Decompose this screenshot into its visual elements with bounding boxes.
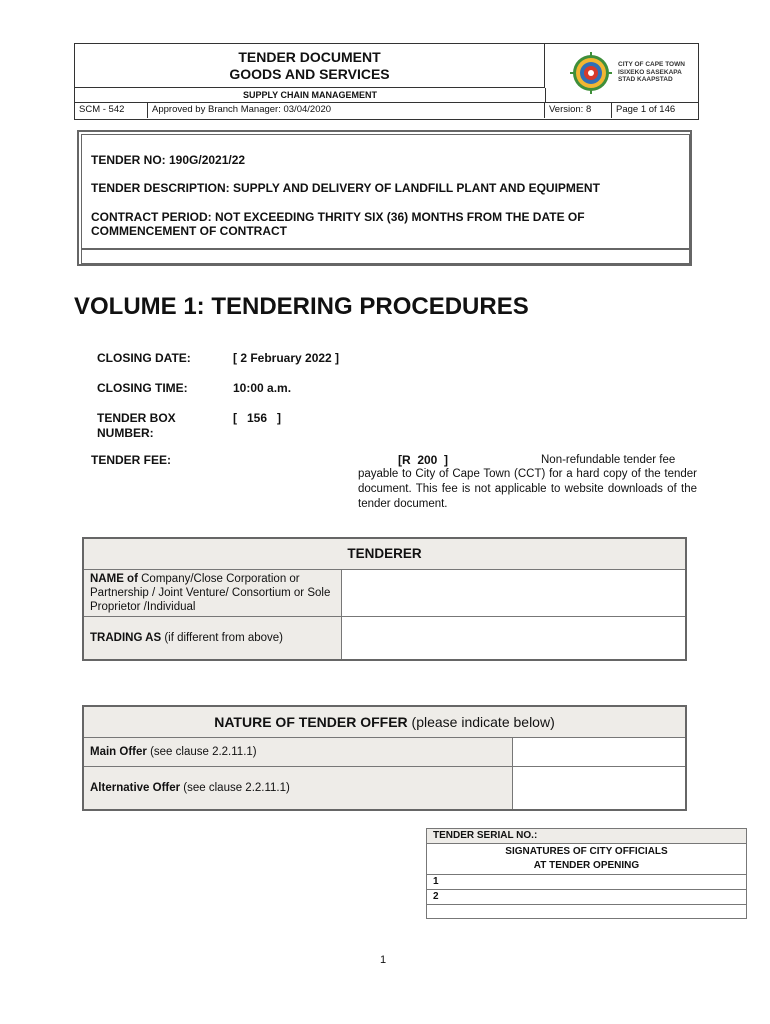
- document-header: [74, 43, 699, 120]
- city-logo: [545, 44, 698, 103]
- trading-as-label: TRADING AS (if different from above): [83, 617, 342, 661]
- closing-time-value: 10:00 a.m.: [233, 381, 292, 395]
- offer-table: [82, 705, 687, 811]
- header-subtitle: SUPPLY CHAIN MANAGEMENT: [75, 88, 546, 103]
- tender-number: TENDER NO: 190G/2021/22: [91, 153, 246, 167]
- closing-date-value: [ 2 February 2022 ]: [233, 351, 340, 365]
- tender-info-box: [77, 130, 692, 266]
- signature-row-blank: [427, 905, 747, 919]
- logo-text-2: ISIXEKO SASEKAPA: [618, 68, 682, 76]
- offer-heading: NATURE OF TENDER OFFER (please indicate below): [83, 706, 686, 738]
- contract-period-line-1: CONTRACT PERIOD: NOT EXCEEDING THRITY SIX (36) MONTHS FROM THE DATE OF: [91, 210, 585, 224]
- info-box-blank-row: [81, 249, 690, 264]
- tender-fee-value: [R 200 ]: [398, 453, 449, 467]
- doc-code: SCM - 542: [75, 102, 148, 118]
- company-name-label: NAME of Company/Close Corporation or Partnership / Joint Venture/ Consortium or Sole Proprietor /Individual: [83, 570, 342, 617]
- tender-serial-table: [426, 828, 747, 919]
- signature-row-1[interactable]: 1: [427, 875, 747, 890]
- closing-time-label: CLOSING TIME:: [97, 381, 188, 395]
- version: Version: 8: [545, 102, 612, 118]
- header-title: [75, 44, 545, 88]
- tenderer-heading: TENDERER: [83, 538, 686, 570]
- header-title-line-2: GOODS AND SERVICES: [229, 66, 390, 82]
- logo-text-3: STAD KAAPSTAD: [618, 76, 673, 83]
- main-offer-field[interactable]: [513, 738, 687, 767]
- main-offer-label: Main Offer (see clause 2.2.11.1): [83, 738, 513, 767]
- trading-as-field[interactable]: [342, 617, 687, 661]
- contract-period-line-2: COMMENCEMENT OF CONTRACT: [91, 224, 287, 238]
- tender-box-label: TENDER BOX NUMBER:: [97, 411, 176, 440]
- header-title-line-1: TENDER DOCUMENT: [238, 49, 381, 65]
- alternative-offer-label: Alternative Offer (see clause 2.2.11.1): [83, 767, 513, 811]
- tender-description: TENDER DESCRIPTION: SUPPLY AND DELIVERY OF LANDFILL PLANT AND EQUIPMENT: [91, 181, 600, 195]
- tenderer-table: [82, 537, 687, 661]
- approval-note: Approved by Branch Manager: 03/04/2020: [148, 102, 545, 118]
- volume-title: VOLUME 1: TENDERING PROCEDURES: [74, 293, 529, 320]
- page-count: Page 1 of 146: [616, 104, 676, 115]
- alternative-offer-field[interactable]: [513, 767, 687, 811]
- tender-fee-lead: Non-refundable tender fee: [541, 454, 676, 466]
- signature-row-2[interactable]: 2: [427, 890, 747, 905]
- company-name-field[interactable]: [342, 570, 687, 617]
- tender-fee-label: TENDER FEE:: [91, 453, 172, 467]
- signatures-heading: SIGNATURES OF CITY OFFICIALS AT TENDER OPENING: [427, 844, 747, 875]
- logo-text-1: CITY OF CAPE TOWN: [618, 61, 685, 68]
- tender-serial-title: TENDER SERIAL NO.:: [427, 829, 747, 844]
- page-number: 1: [380, 954, 387, 966]
- closing-date-label: CLOSING DATE:: [97, 351, 191, 365]
- tender-box-value: [ 156 ]: [233, 411, 282, 425]
- tender-fee-text: payable to City of Cape Town (CCT) for a hard copy of the tender document. This fee is not applicable to website downloads of the tender document.: [358, 468, 697, 510]
